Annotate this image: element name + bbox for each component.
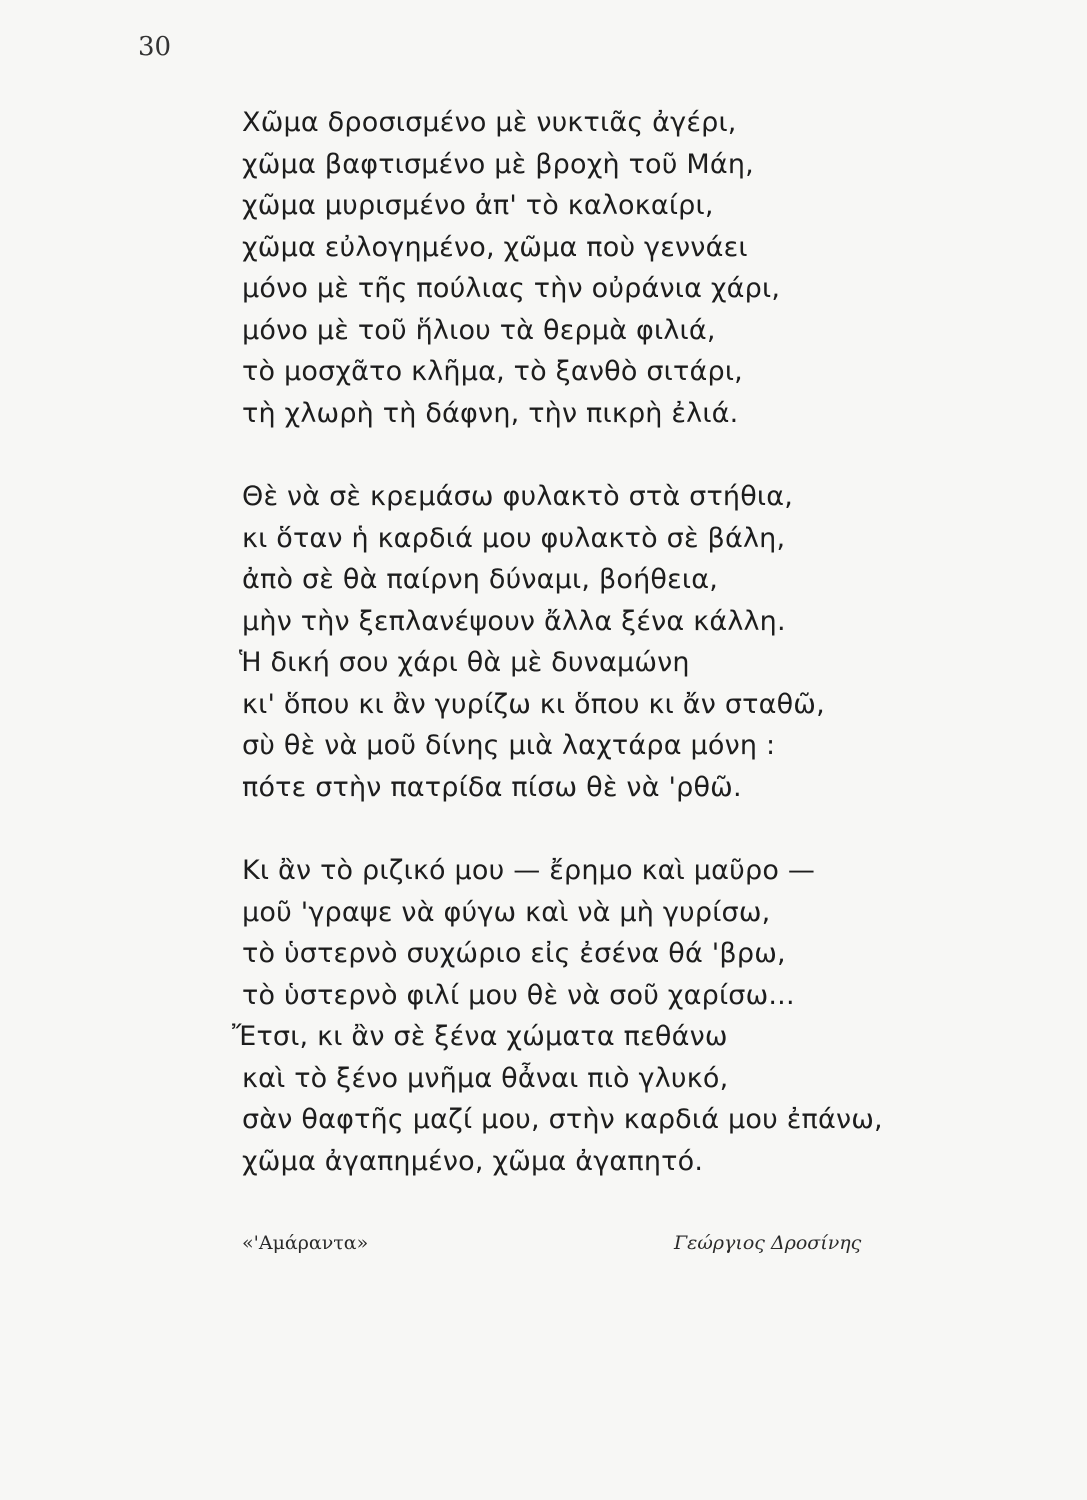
poem-line: Θὲ νὰ σὲ κρεμάσω φυλακτὸ στὰ στήθια, (242, 481, 794, 512)
page-number: 30 (138, 32, 172, 62)
poem-line: κι ὅταν ἡ καρδιά μου φυλακτὸ σὲ βάλη, (242, 522, 786, 554)
poem-line: χῶμα ἀγαπημένο, χῶμα ἀγαπητό. (242, 1145, 704, 1177)
stanza-1 (242, 102, 780, 434)
poem-line: σὰν θαφτῆς μαζί μου, στὴν καρδιά μου ἐπάνω, (242, 1104, 883, 1135)
poem-line: μὴν τὴν ξεπλανέψουν ἄλλα ξένα κάλλη. (242, 605, 786, 637)
author-name: Γεώργιος Δροσίνης (674, 1232, 862, 1254)
poem-line: πότε στὴν πατρίδα πίσω θὲ νὰ 'ρθῶ. (242, 771, 742, 803)
poem-line: Ἔτσι, κι ἂν σὲ ξένα χώματα πεθάνω (232, 1021, 728, 1052)
poem-line: Κι ἂν τὸ ριζικό μου — ἔρημο καὶ μαῦρο — (242, 855, 816, 886)
source-title: «'Αμάραντα» (242, 1232, 369, 1254)
poem-line: χῶμα εὐλογημένο, χῶμα ποὺ γεννάει (242, 231, 748, 263)
poem-line: χῶμα βαφτισμένο μὲ βροχὴ τοῦ Μάη, (242, 148, 754, 180)
poem-line: τὸ ὑστερνὸ φιλί μου θὲ νὰ σοῦ χαρίσω... (242, 979, 795, 1011)
poem-line: κι' ὅπου κι ἂν γυρίζω κι ὅπου κι ἄν σταθῶ, (242, 688, 825, 720)
stanza-2 (239, 476, 825, 808)
poem-line: Χῶμα δροσισμένο μὲ νυκτιᾶς ἀγέρι, (242, 107, 737, 138)
poem-line: Ἡ δική σου χάρι θὰ μὲ δυναμώνη (239, 647, 690, 678)
poem-line: καὶ τὸ ξένο μνῆμα θἆναι πιὸ γλυκό, (242, 1062, 729, 1094)
poem-line: μόνο μὲ τοῦ ἥλιου τὰ θερμὰ φιλιά, (242, 314, 716, 346)
stanza-3 (232, 850, 883, 1182)
poem-line: σὺ θὲ νὰ μοῦ δίνης μιὰ λαχτάρα μόνη : (242, 730, 776, 761)
poem-line: τὸ μοσχᾶτο κλῆμα, τὸ ξανθὸ σιτάρι, (242, 356, 743, 387)
poem-line: μόνο μὲ τῆς πούλιας τὴν οὐράνια χάρι, (242, 273, 781, 304)
poem-line: τὴ χλωρὴ τὴ δάφνη, τὴν πικρὴ ἐλιά. (242, 397, 739, 429)
poem-line: τὸ ὑστερνὸ συχώριο εἰς ἐσένα θά 'βρω, (242, 938, 786, 969)
poem-line: ἀπὸ σὲ θὰ παίρνη δύναμι, βοήθεια, (242, 564, 719, 595)
poem-line: μοῦ 'γραψε νὰ φύγω καὶ νὰ μὴ γυρίσω, (242, 896, 771, 928)
poem-line: χῶμα μυρισμένο ἀπ' τὸ καλοκαίρι, (242, 190, 714, 221)
